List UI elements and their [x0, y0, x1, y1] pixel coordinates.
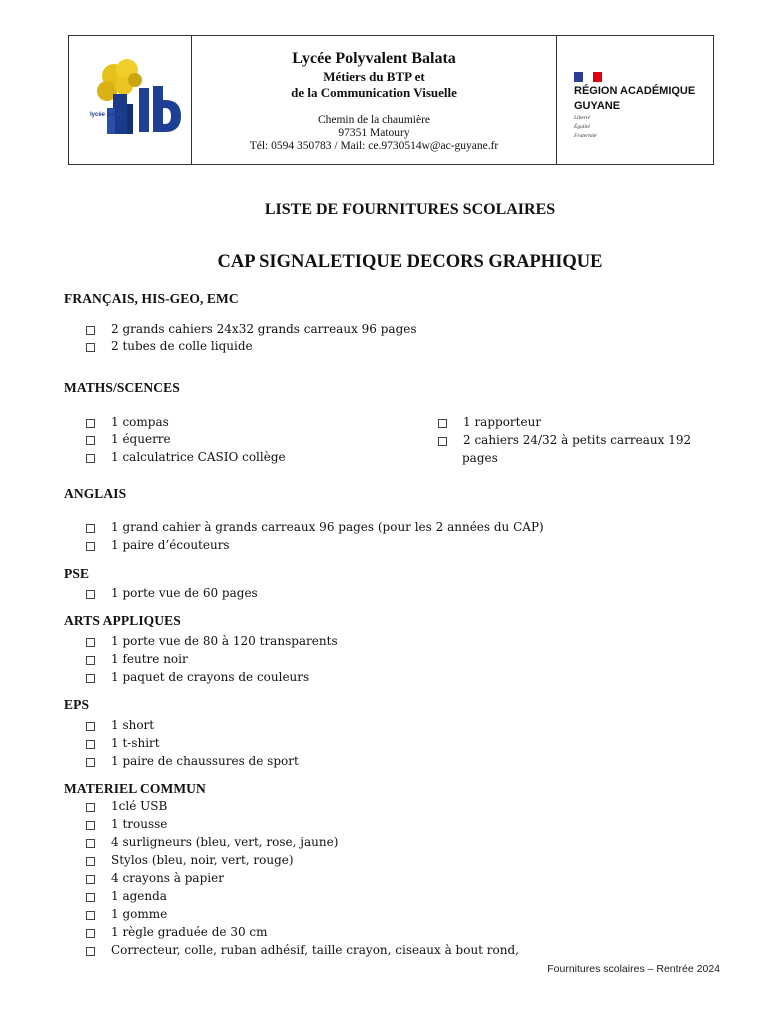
checkbox-icon[interactable]	[438, 419, 447, 428]
school-subtitle-1: Métiers du BTP et	[323, 69, 425, 84]
list-item: 1 paquet de crayons de couleurs	[86, 670, 309, 685]
checkbox-icon[interactable]	[86, 722, 95, 731]
checkbox-icon[interactable]	[86, 436, 95, 445]
checkbox-icon[interactable]	[86, 821, 95, 830]
school-name: Lycée Polyvalent Balata	[292, 50, 456, 67]
section-heading-anglais: ANGLAIS	[64, 486, 127, 501]
list-item: 1 paire de chaussures de sport	[86, 754, 299, 769]
checkbox-icon[interactable]	[86, 343, 95, 352]
list-item: 1 t-shirt	[86, 736, 160, 751]
school-info	[192, 36, 557, 164]
list-item: 1 porte vue de 80 à 120 transparents	[86, 634, 338, 649]
list-item: 1 compas	[86, 415, 169, 430]
logo-text: lycée balata	[90, 112, 125, 118]
letterhead	[68, 35, 714, 165]
motto-2: Égalité	[574, 124, 590, 130]
list-item: Stylos (bleu, noir, vert, rouge)	[86, 853, 294, 868]
list-item: 4 surligneurs (bleu, vert, rose, jaune)	[86, 835, 338, 850]
page-footer: Fournitures scolaires – Rentrée 2024	[547, 963, 720, 975]
list-item: 1clé USB	[86, 799, 167, 814]
checkbox-icon[interactable]	[86, 740, 95, 749]
checkbox-icon[interactable]	[86, 875, 95, 884]
checkbox-icon[interactable]	[86, 524, 95, 533]
list-item: 4 crayons à papier	[86, 871, 224, 886]
section-heading-pse: PSE	[64, 566, 90, 581]
list-item: 2 grands cahiers 24x32 grands carreaux 96 pages	[86, 322, 417, 337]
list-item: Correcteur, colle, ruban adhésif, taille crayon, ciseaux à bout rond,	[86, 943, 519, 958]
checkbox-icon[interactable]	[438, 437, 447, 446]
list-item: 1 rapporteur	[438, 415, 541, 430]
school-logo	[69, 36, 191, 164]
checkbox-icon[interactable]	[86, 454, 95, 463]
checkbox-icon[interactable]	[86, 929, 95, 938]
checkbox-icon[interactable]	[86, 638, 95, 647]
list-item: 1 short	[86, 718, 154, 733]
checkbox-icon[interactable]	[86, 656, 95, 665]
section-heading-eps: EPS	[64, 697, 90, 712]
list-item: 1 porte vue de 60 pages	[86, 586, 258, 601]
checkbox-icon[interactable]	[86, 542, 95, 551]
list-title: LISTE DE FOURNITURES SCOLAIRES	[264, 201, 556, 218]
checkbox-icon[interactable]	[86, 419, 95, 428]
checkbox-icon[interactable]	[86, 674, 95, 683]
list-item: 1 gomme	[86, 907, 167, 922]
checkbox-icon[interactable]	[86, 758, 95, 767]
list-item: 2 tubes de colle liquide	[86, 339, 253, 354]
region-line-1: RÉGION ACADÉMIQUE	[574, 85, 696, 97]
motto-1: Liberté	[574, 115, 590, 121]
list-item: 1 équerre	[86, 432, 171, 447]
address-line-2: 97351 Matoury	[338, 127, 410, 139]
list-item: 1 trousse	[86, 817, 167, 832]
french-flag-icon	[574, 72, 602, 82]
list-item-continuation: pages	[462, 451, 498, 465]
list-item: 1 grand cahier à grands carreaux 96 pages (pour les 2 années du CAP)	[86, 520, 544, 535]
checkbox-icon[interactable]	[86, 590, 95, 599]
section-heading-materiel: MATERIEL COMMUN	[64, 781, 206, 796]
cap-title: CAP SIGNALETIQUE DECORS GRAPHIQUE	[217, 252, 603, 272]
checkbox-icon[interactable]	[86, 857, 95, 866]
checkbox-icon[interactable]	[86, 839, 95, 848]
section-heading-francais: FRANÇAIS, HIS-GEO, EMC	[64, 291, 239, 306]
section-heading-maths: MATHS/SCENCES	[64, 380, 180, 395]
region-academique-logo	[574, 72, 695, 139]
address-line-1: Chemin de la chaumière	[317, 114, 431, 126]
school-subtitle-2: de la Communication Visuelle	[291, 85, 457, 100]
list-item: 1 agenda	[86, 889, 167, 904]
region-cell	[557, 36, 713, 164]
list-item: 1 feutre noir	[86, 652, 188, 667]
list-item: 1 calculatrice CASIO collège	[86, 450, 286, 465]
checkbox-icon[interactable]	[86, 326, 95, 335]
motto-3: Fraternité	[574, 133, 597, 139]
region-line-2: GUYANE	[574, 100, 621, 112]
checkbox-icon[interactable]	[86, 803, 95, 812]
school-logo-cell	[69, 36, 192, 164]
section-heading-arts: ARTS APPLIQUES	[64, 613, 181, 628]
list-item: 1 règle graduée de 30 cm	[86, 925, 268, 940]
contact-line: Tél: 0594 350783 / Mail: ce.9730514w@ac-guyane.fr	[249, 140, 499, 152]
list-item: 2 cahiers 24/32 à petits carreaux 192	[438, 433, 691, 448]
list-item: 1 paire d’écouteurs	[86, 538, 230, 553]
checkbox-icon[interactable]	[86, 893, 95, 902]
checkbox-icon[interactable]	[86, 947, 95, 956]
checkbox-icon[interactable]	[86, 911, 95, 920]
